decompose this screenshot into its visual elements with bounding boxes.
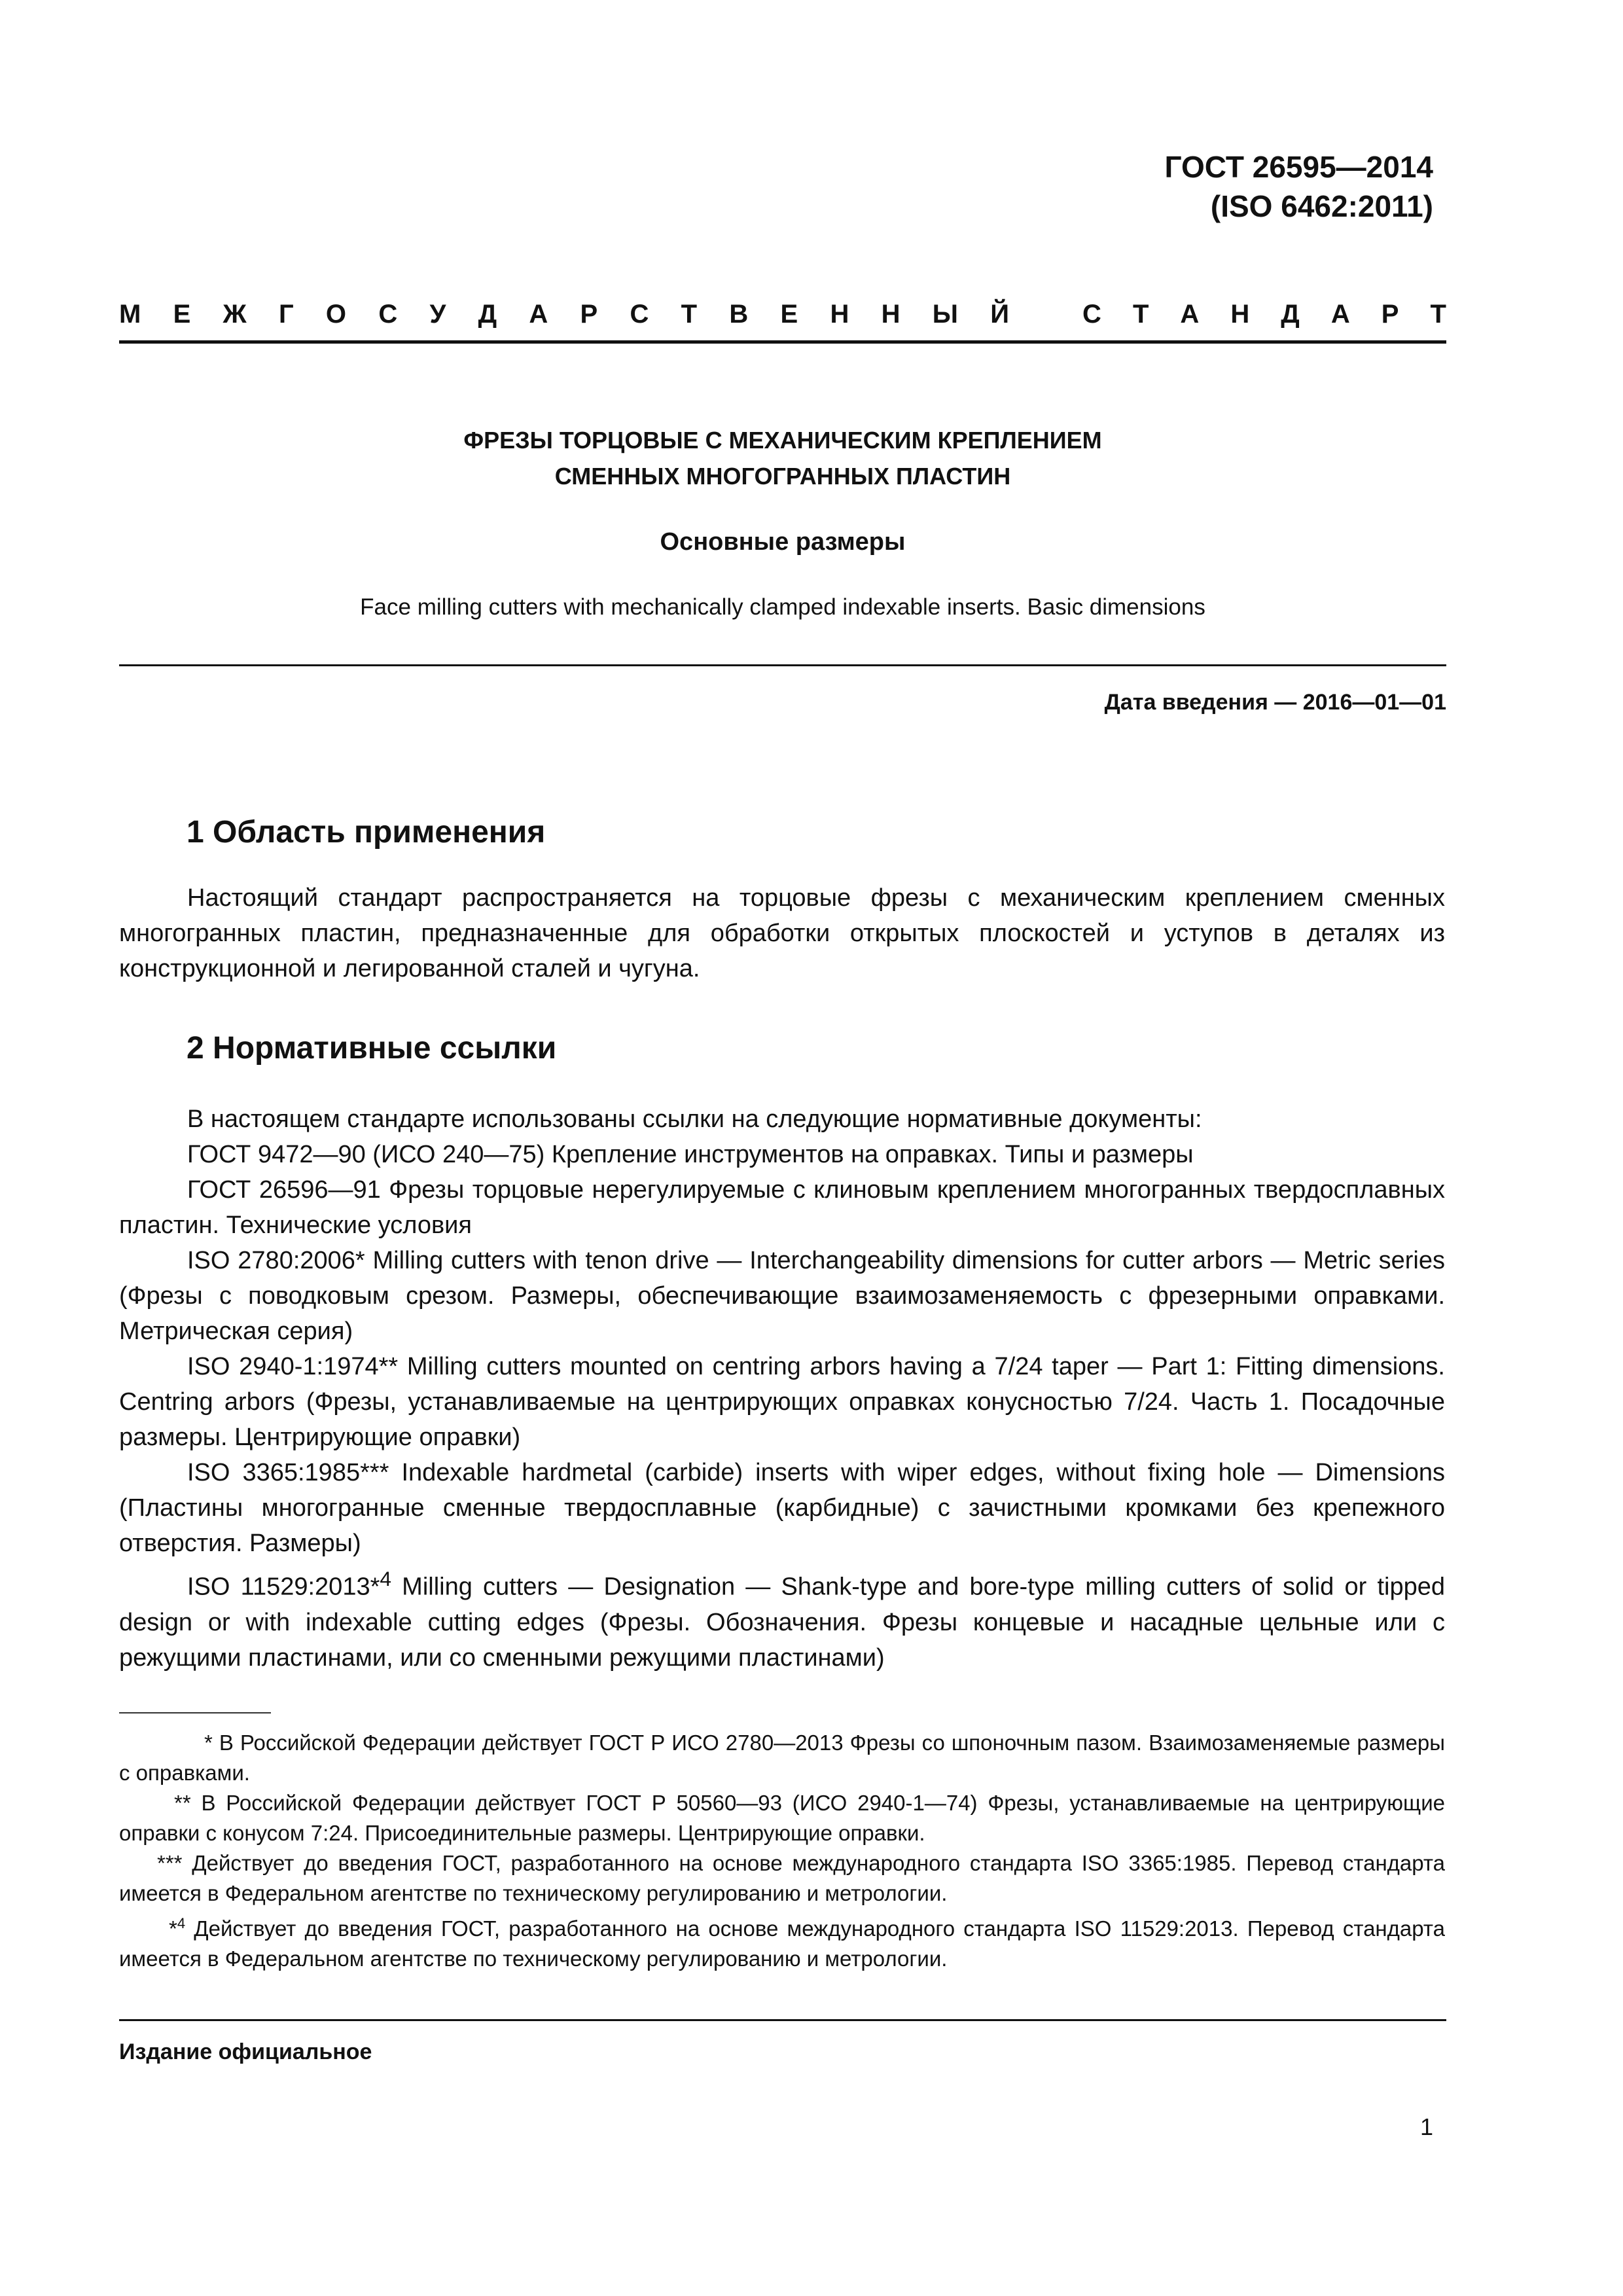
section-1-body bbox=[119, 880, 1445, 986]
banner-letter: Д bbox=[1281, 300, 1300, 329]
banner-letter: Е bbox=[173, 300, 191, 329]
banner-letter: Н bbox=[1230, 300, 1250, 329]
banner-letter: Т bbox=[1430, 300, 1446, 329]
banner-letter: Ы bbox=[932, 300, 958, 329]
english-title: Face milling cutters with mechanically clamped indexable inserts. Basic dimensions bbox=[360, 594, 1205, 620]
banner-letter: У bbox=[429, 300, 446, 329]
reference-item: ISO 2940-1:1974** Milling cutters mounted on centring arbors having a 7/24 taper — Part 1: Fitting dimensions. Centring arbors (Фрезы, устанавливаемые на центрирующих оправках конусностью 7/24. Часть 1. Посадочные размеры. Центрирующие оправки) bbox=[119, 1353, 1445, 1451]
footnote-superscript: 4 bbox=[380, 1567, 391, 1590]
interstate-standard-banner bbox=[119, 298, 1446, 331]
banner-letter: Н bbox=[881, 300, 901, 329]
section-2-heading: 2 Нормативные ссылки bbox=[187, 1031, 557, 1066]
footnote-4-text: Действует до введения ГОСТ, разработанного на основе международного стандарта ISO 11529:2013. Перевод стандарта имеется в Федеральном агентстве по техническому регулированию и метрологии. bbox=[119, 1916, 1445, 1971]
banner-letter: В bbox=[729, 300, 749, 329]
banner-letter: Ж bbox=[223, 300, 247, 329]
banner-letter: Т bbox=[681, 300, 698, 329]
banner-letter: Е bbox=[780, 300, 798, 329]
title-line-1: ФРЕЗЫ ТОРЦОВЫЕ С МЕХАНИЧЕСКИМ КРЕПЛЕНИЕМ bbox=[463, 427, 1102, 454]
footnotes bbox=[119, 1728, 1445, 1974]
references-intro: В настоящем стандарте использованы ссылки на следующие нормативные документы: bbox=[187, 1105, 1202, 1133]
section-1-heading: 1 Область применения bbox=[187, 815, 546, 850]
standard-number: ГОСТ 26595—2014 bbox=[1164, 150, 1433, 184]
reference-text: Milling cutters — Designation — Shank-type and bore-type milling cutters of solid or tipped design or with indexable cutting edges (Фрезы. Обозначения. Фрезы концевые и насадные цельные или с режущими пластинами, или со сменными режущими пластинами) bbox=[119, 1573, 1446, 1672]
edition-divider bbox=[119, 2019, 1446, 2021]
banner-letter: С bbox=[1082, 300, 1101, 329]
footnote-4 bbox=[119, 1909, 1445, 1974]
section-1-paragraph: Настоящий стандарт распространяется на торцовые фрезы с механическим креплением сменных многогранных пластин, предназначенные для обработки открытых плоскостей и уступов в деталях из конструкционной и легированной сталей и чугуна. bbox=[119, 884, 1445, 982]
reference-item: ISO 3365:1985*** Indexable hardmetal (carbide) inserts with wiper edges, without fixing hole — Dimensions (Пластины многогранные сменные твердосплавные (карбидные) с зачистными кромками без крепежного отверстия. Размеры) bbox=[119, 1459, 1445, 1557]
footnote-4-mark: * bbox=[169, 1916, 177, 1941]
banner-letter: М bbox=[119, 300, 141, 329]
reference-code: ISO 11529:2013* bbox=[187, 1573, 380, 1601]
footnote-separator bbox=[119, 1712, 271, 1713]
banner-letter: Р bbox=[1381, 300, 1399, 329]
title-line-2: СМЕННЫХ МНОГОГРАННЫХ ПЛАСТИН bbox=[554, 463, 1011, 490]
banner-letter: А bbox=[1330, 300, 1350, 329]
document-title bbox=[119, 422, 1446, 494]
title-divider bbox=[119, 664, 1446, 666]
footnote-4-superscript: 4 bbox=[177, 1915, 186, 1931]
banner-letter: Г bbox=[278, 300, 294, 329]
banner-letter: Р bbox=[580, 300, 598, 329]
page-number: 1 bbox=[1419, 2113, 1433, 2140]
banner-letter: Н bbox=[830, 300, 849, 329]
reference-item: ГОСТ 26596—91 Фрезы торцовые нерегулируемые с клиновым креплением многогранных твердосплавных пластин. Технические условия bbox=[119, 1176, 1445, 1239]
footnote-3: *** Действует до введения ГОСТ, разработанного на основе международного стандарта ISO 3365:1985. Перевод стандарта имеется в Федеральном агентстве по техническому регулированию и метрологии. bbox=[119, 1851, 1445, 1905]
banner-letter: С bbox=[378, 300, 398, 329]
footnote-2: ** В Российской Федерации действует ГОСТ Р 50560—93 (ИСО 2940-1—74) Фрезы, устанавливаемые на центрирующие оправки с конусом 7:24. Присоединительные размеры. Центрирующие оправки. bbox=[119, 1791, 1445, 1845]
standard-designation bbox=[1165, 147, 1433, 226]
reference-item bbox=[119, 1561, 1445, 1676]
iso-number: (ISO 6462:2011) bbox=[1210, 189, 1433, 223]
document-subtitle: Основные размеры bbox=[660, 528, 906, 556]
reference-item: ISO 2780:2006* Milling cutters with tenon drive — Interchangeability dimensions for cutter arbors — Metric series (Фрезы с поводковым срезом. Размеры, обеспечивающие взаимозаменяемость с фрезерными оправками. Метрическая серия) bbox=[119, 1247, 1445, 1345]
official-edition-label: Издание официальное bbox=[119, 2039, 372, 2064]
banner-letter: А bbox=[1180, 300, 1200, 329]
banner-word-2 bbox=[1082, 298, 1446, 331]
banner-divider bbox=[119, 340, 1446, 344]
footnote-1: * В Российской Федерации действует ГОСТ Р ИСО 2780—2013 Фрезы со шпоночным пазом. Взаимозаменяемые размеры с оправками. bbox=[119, 1731, 1445, 1785]
banner-letter: А bbox=[529, 300, 548, 329]
banner-letter: О bbox=[325, 300, 347, 329]
introduction-date: Дата введения — 2016—01—01 bbox=[1104, 690, 1446, 715]
section-2-body bbox=[119, 1102, 1445, 1676]
banner-letter: С bbox=[630, 300, 649, 329]
banner-letter: Д bbox=[478, 300, 497, 329]
banner-letter: Й bbox=[990, 300, 1009, 329]
banner-letter: Т bbox=[1132, 300, 1149, 329]
reference-item: ГОСТ 9472—90 (ИСО 240—75) Крепление инструментов на оправках. Типы и размеры bbox=[187, 1141, 1194, 1168]
banner-word-1 bbox=[119, 298, 1009, 331]
